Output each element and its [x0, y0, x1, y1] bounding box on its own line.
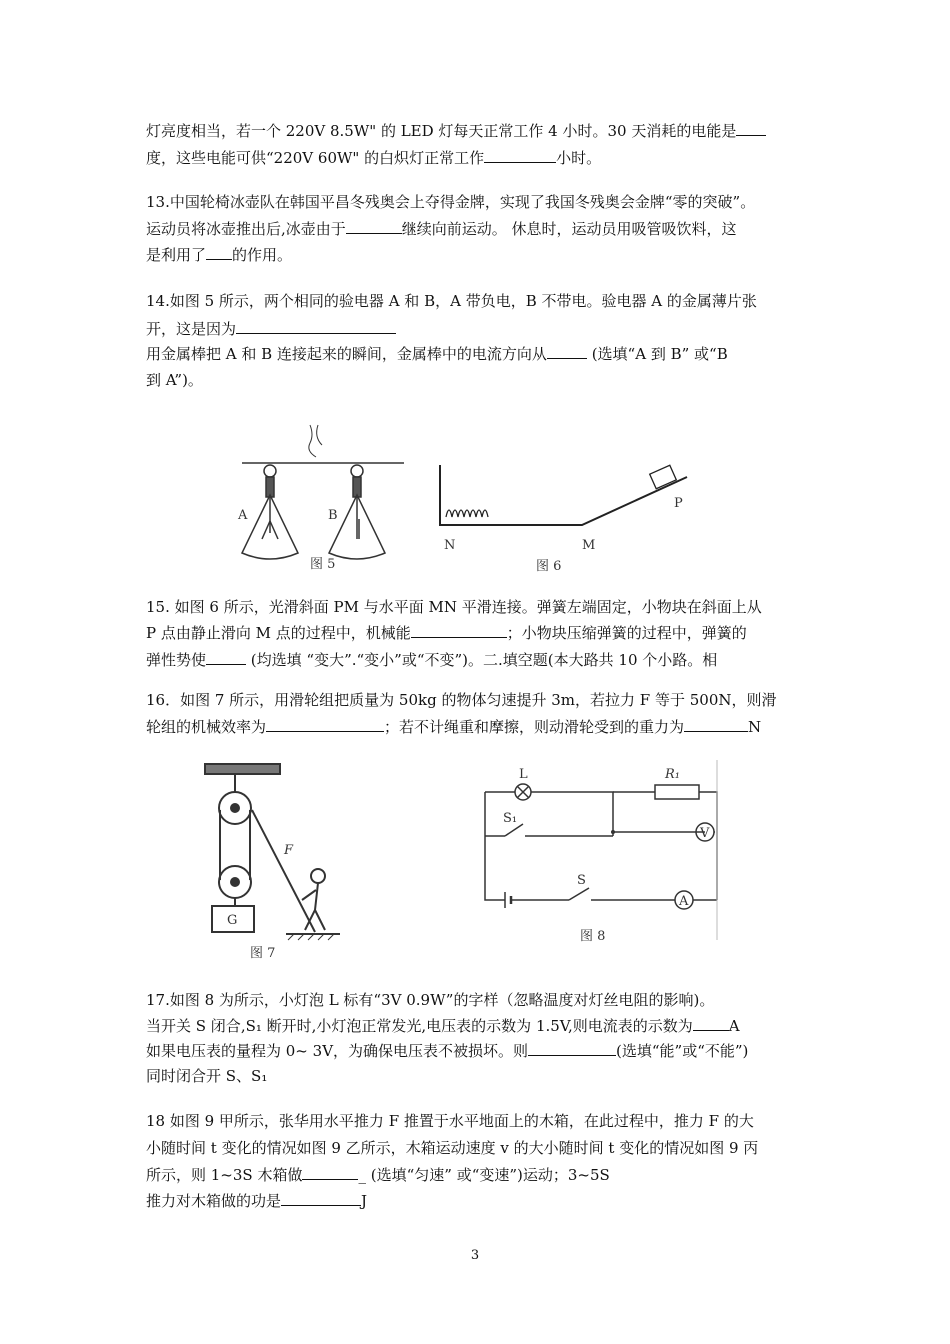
- q12-text: 度，这些电能可供“220V 60W" 的白炽灯正常工作: [146, 149, 485, 167]
- answer-blank[interactable]: [684, 716, 748, 732]
- label-p: P: [674, 496, 683, 511]
- figure-8-circuit: [465, 760, 755, 960]
- q17-line-1: 17.如图 8 为所示，小灯泡 L 标有“3V 0.9W”的字样（忽略温度对灯丝电阻的影响)。: [146, 991, 715, 1009]
- q18-line-2: 小随时间 t 变化的情况如图 9 乙所示，木箱运动速度 v 的大小随时间 t 变化的情况如图 9 丙: [146, 1139, 759, 1157]
- q15-text: P 点由静止滑向 M 点的过程中，机械能: [146, 624, 411, 642]
- page-number: 3: [470, 1248, 480, 1263]
- answer-blank[interactable]: [281, 1190, 361, 1206]
- answer-blank[interactable]: [547, 343, 587, 359]
- figure-6-caption: 图 6: [536, 559, 562, 574]
- figure-6-slope: [432, 455, 702, 575]
- q18-text: 所示，则 1~3S 木箱做: [146, 1166, 303, 1184]
- q17-line-4: 同时闭合开 S、S₁: [146, 1067, 268, 1085]
- q15-line-1: 15. 如图 6 所示，光滑斜面 PM 与水平面 MN 平滑连接。弹簧左端固定，小物块在斜面上从: [146, 598, 762, 616]
- answer-blank[interactable]: [302, 1164, 358, 1180]
- answer-blank[interactable]: [346, 218, 402, 234]
- q16-text: N: [748, 718, 762, 736]
- answer-blank[interactable]: [236, 318, 396, 334]
- q18-text: _ (选填“匀速” 或“变速”)运动；3~5S: [358, 1166, 610, 1184]
- q12-text: 小时。: [556, 149, 602, 167]
- q18-text: 推力对木箱做的功是: [146, 1192, 282, 1210]
- figure-7-caption: 图 7: [250, 946, 276, 960]
- answer-blank[interactable]: [693, 1015, 729, 1031]
- q14-text: 用金属棒把 A 和 B 连接起来的瞬间，金属棒中的电流方向从: [146, 345, 547, 363]
- q12-line-1: [146, 120, 766, 141]
- figure-5-caption: 图 5: [310, 557, 336, 572]
- q18-line-1: 18 如图 9 甲所示，张华用水平推力 F 推置于水平地面上的木箱，在此过程中，推力 F 的大: [146, 1112, 754, 1130]
- q18-text: J: [361, 1192, 368, 1210]
- answer-blank[interactable]: [484, 147, 556, 163]
- figure-8-caption: 图 8: [580, 929, 606, 944]
- answer-blank[interactable]: [411, 622, 507, 638]
- label-s: S: [577, 873, 586, 888]
- q17-text: 如果电压表的量程为 0~ 3V，为确保电压表不被损坏。则: [146, 1042, 529, 1060]
- q16-line-2: [146, 716, 761, 737]
- figure-5-electroscopes: [232, 415, 412, 575]
- label-l: L: [519, 767, 528, 782]
- label-a: A: [238, 508, 248, 523]
- label-b: B: [328, 508, 338, 523]
- label-r1: R₁: [665, 767, 680, 782]
- label-g: G: [227, 913, 238, 928]
- q13-line-1: 13.中国轮椅冰壶队在韩国平昌冬残奥会上夺得金牌，实现了我国冬残奥会金牌“零的突破”。: [146, 193, 756, 211]
- q13-text: 是利用了: [146, 246, 207, 264]
- label-s1: S₁: [503, 811, 518, 826]
- q14-line-4: 到 A”)。: [146, 371, 203, 389]
- label-f: F: [284, 843, 294, 858]
- q12-text: 灯亮度相当，若一个 220V 8.5W" 的 LED 灯每天正常工作 4 小时。30 天消耗的电能是: [146, 122, 737, 140]
- q13-text: 运动员将冰壶推出后,冰壶由于: [146, 220, 346, 238]
- q14-text: (选填“A 到 B” 或“B: [586, 345, 728, 363]
- q14-line-2: [146, 318, 396, 339]
- q18-line-3: [146, 1164, 610, 1185]
- q15-text: 弹性势使: [146, 651, 207, 669]
- q16-line-1: 16．如图 7 所示，用滑轮组把质量为 50kg 的物体匀速提升 3m，若拉力 F 等于 500N，则滑: [146, 691, 777, 709]
- q17-text: (选填“能”或“不能”): [616, 1042, 749, 1060]
- q15-text: ；小物块压缩弹簧的过程中，弹簧的: [506, 624, 747, 642]
- q15-text: (均选填 “变大”.“变小”或“不变”)。二.填空题(本大路共 10 个小路。相: [246, 651, 718, 669]
- q17-line-2: [146, 1015, 740, 1036]
- q15-line-3: [146, 649, 717, 670]
- q16-text: 轮组的机械效率为: [146, 718, 267, 736]
- q13-text: 继续向前运动。 休息时，运动员用吸管吸饮料，这: [401, 220, 737, 238]
- answer-blank[interactable]: [206, 649, 246, 665]
- q16-text: ；若不计绳重和摩擦，则动滑轮受到的重力为: [384, 718, 685, 736]
- q17-text: 当开关 S 闭合,S₁ 断开时,小灯泡正常发光,电压表的示数为 1.5V,则电流表的示数为: [146, 1017, 693, 1035]
- q14-line-3: [146, 343, 728, 364]
- q14-text: 开，这是因为: [146, 320, 237, 338]
- q13-line-2: [146, 218, 737, 239]
- label-a-meter: A: [679, 894, 689, 909]
- q15-line-2: [146, 622, 747, 643]
- q13-text: 的作用。: [232, 246, 293, 264]
- q17-text: A: [728, 1017, 740, 1035]
- label-v: V: [700, 826, 710, 841]
- label-n: N: [444, 538, 456, 553]
- q12-line-2: [146, 147, 601, 168]
- answer-blank[interactable]: [206, 244, 232, 260]
- answer-blank[interactable]: [736, 120, 766, 136]
- figure-7-pulley: [190, 760, 365, 960]
- label-m: M: [582, 538, 596, 553]
- q18-line-4: [146, 1190, 367, 1211]
- q13-line-3: [146, 244, 292, 265]
- answer-blank[interactable]: [266, 716, 384, 732]
- q17-line-3: [146, 1040, 748, 1061]
- q14-line-1: 14.如图 5 所示，两个相同的验电器 A 和 B，A 带负电，B 不带电。验电器 A 的金属薄片张: [146, 292, 757, 310]
- answer-blank[interactable]: [528, 1040, 616, 1056]
